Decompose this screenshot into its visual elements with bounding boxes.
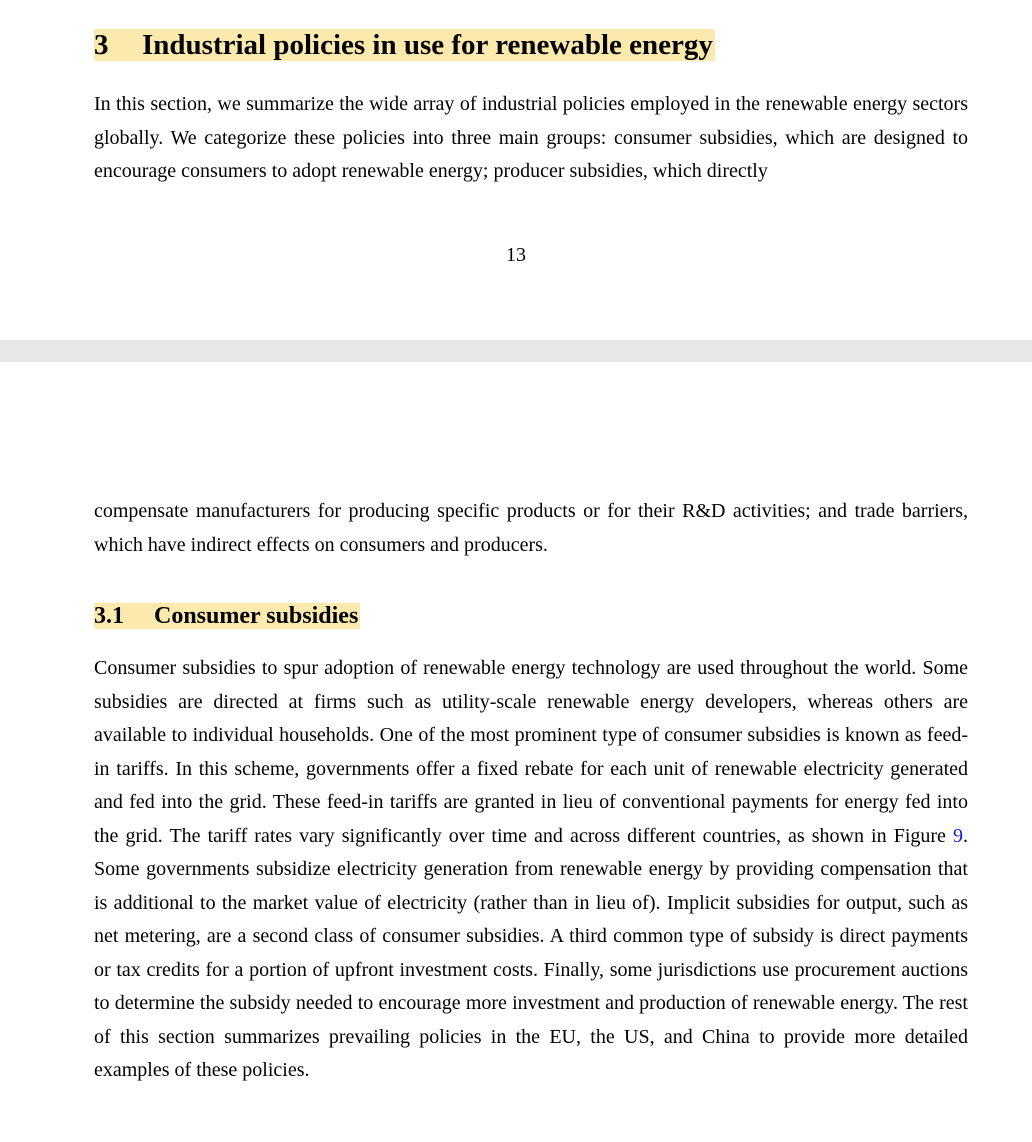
subsection-body	[94, 652, 968, 1088]
subsection-body-container	[94, 652, 968, 1088]
section-intro-part2: compensate manufacturers for producing specific products or for their R&D activities; and trade barriers, which have indirect effects on consumers and producers.	[94, 500, 968, 556]
subsection-number: 3.1	[94, 603, 124, 629]
page-separator	[0, 340, 1032, 362]
section-intro-part2-container	[94, 495, 968, 562]
document-page-13	[0, 0, 1032, 340]
section-title: Industrial policies in use for renewable energy	[142, 29, 713, 61]
subsection-title: Consumer subsidies	[154, 603, 359, 629]
figure-ref-link[interactable]: 9	[953, 824, 963, 847]
document-page-14	[0, 362, 1032, 1142]
page-number: 13	[506, 244, 526, 266]
highlight[interactable]	[94, 603, 360, 629]
body-text-before-ref: Consumer subsidies to spur adoption of renewable energy technology are used throughout the world. Some subsidies are directed at firms such as utility-scale renewable energy developers, whereas others are available to individual households. One of the most prominent type of consumer subsidies is known as feed-in tariffs. In this scheme, governments offer a fixed rebate for each unit of renewable electricity generated and fed into the grid. These feed-in tariffs are granted in lieu of conventional payments for energy fed into the grid. The tariff rates vary significantly over time and across different countries, as shown in Figure	[94, 657, 968, 847]
section-number: 3	[94, 29, 109, 61]
section-heading	[94, 27, 715, 63]
section-intro-part1-container	[94, 88, 968, 189]
body-text-after-ref: . Some governments subsidize electricity generation from renewable energy by providing compensation that is additional to the market value of electricity (rather than in lieu of). Implicit subsidies for output, such as net metering, are a second class of consumer subsidies. A third common type of subsidy is direct payments or tax credits for a portion of upfront investment costs. Finally, some jurisdictions use procurement auctions to determine the subsidy needed to encourage more investment and production of renewable energy. The rest of this section summarizes prevailing policies in the EU, the US, and China to provide more detailed examples of these policies.	[94, 824, 968, 1081]
section-intro-part1: In this section, we summarize the wide array of industrial policies employed in the renewable energy sectors globally. We categorize these policies into three main groups: consumer subsidies, which are designed to encourage consumers to adopt renewable energy; producer subsidies, which directly	[94, 93, 968, 182]
subsection-heading	[94, 601, 360, 631]
highlight[interactable]	[94, 29, 715, 61]
